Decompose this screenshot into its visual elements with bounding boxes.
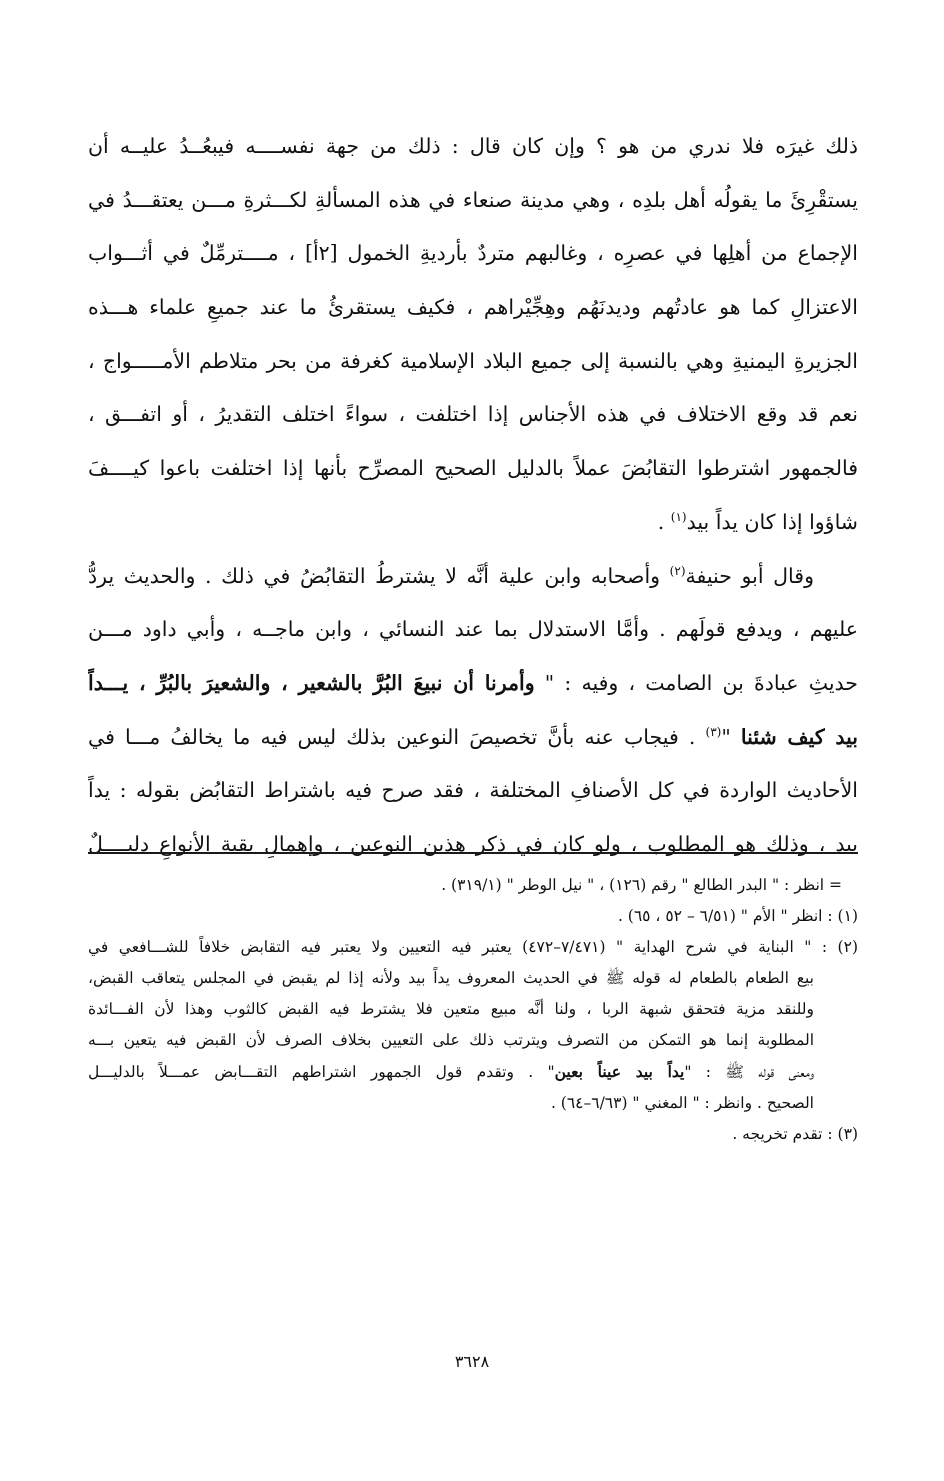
footnote-line: = انظر : " البدر الطالع " رقم (١٢٦) ، " نيل الوطر " (٣١٩/١) . bbox=[441, 876, 842, 894]
body-line: بيد ، وذلك هو المطلوب ، ولو كان في ذكر هذين النوعين ، وإهمالِ بقية الأنواعِ دليــــلٌ bbox=[88, 831, 858, 856]
body-line bbox=[88, 550, 858, 604]
footnote-text: ومعنى قوله ﷺ : " bbox=[684, 1063, 815, 1081]
body-line: الاعتزالِ كما هو عادتُهم وديدنَهُم وهِجِّيْراهم ، فكيف يستقرئُ ما عند جميعِ علماء هـــذه bbox=[88, 295, 858, 320]
body-line bbox=[88, 711, 858, 765]
footnote-continuation bbox=[88, 870, 858, 901]
footnote-line: الصحيح . وانظر : " المغني " (٦/٦٣–٦٤) . bbox=[550, 1094, 814, 1112]
footnotes bbox=[88, 870, 858, 1150]
footnote-line bbox=[88, 1056, 858, 1088]
footnote-ref: (٢) bbox=[669, 563, 686, 578]
body-line: الجزيرةِ اليمنيةِ وهي بالنسبة إلى جميع البلاد الإسلامية كغرفة من بحر متلاطم الأمـــــواج ، bbox=[88, 348, 858, 373]
footnote-line: (٢) : " البناية في شرح الهداية " (٧/٤٧١–٤٧٢) يعتبر فيه التعيين ولا يعتبر فيه التقابض خلافاً للشـــافعي في bbox=[88, 938, 858, 956]
footnote-2 bbox=[88, 932, 858, 1119]
body-line: الأحاديث الواردة في كل الأصنافِ المختلفة ، فقد صرح فيه باشتراط التقابُض بقوله : يداً bbox=[88, 778, 858, 803]
hadith-quote: وأمرنا أن نبيعَ البُرَّ بالشعير ، والشعيرَ بالبُرِّ ، يـــداً bbox=[88, 670, 535, 695]
body-line: فالجمهور اشترطوا التقابُضَ عملاً بالدليل الصحيح المصرِّح بأنها إذا اختلفت باعوا كيــــفَ bbox=[88, 456, 858, 481]
body-line bbox=[88, 657, 858, 711]
hadith-quote: بيد كيف شئنا bbox=[740, 724, 858, 749]
body-text: وأصحابه وابن علية أنَّه لا يشترطُ التقابُضُ في ذلك . والحديث يردُّ bbox=[88, 563, 661, 588]
footnote-line: المطلوبة إنما هو التمكن من التصرف ويترتب ذلك على التعيين بخلاف الصرف لأن القبض فيه يتعين بـــه bbox=[88, 1031, 814, 1049]
footnote-text: " . وتقدم قول الجمهور اشتراطهم التقـــابض عمـــلاً بالدليـــل bbox=[88, 1063, 555, 1081]
body-line bbox=[88, 496, 858, 550]
footnote-ref: (١) bbox=[670, 509, 687, 524]
body-text: حديثِ عبادةَ بن الصامت ، وفيه : " bbox=[544, 670, 858, 695]
footnote-line: (٣) : تقدم تخريجه . bbox=[732, 1125, 858, 1143]
body-line: يستقْرِئَ ما يقولُه أهل بلدِه ، وهي مدينة صنعاء في هذه المسألةِ لكـــثرةِ مـــن يعتقـــدُ في bbox=[88, 187, 858, 212]
footnote-line: (١) : انظر " الأم " (٦/٥١ – ٥٢ ، ٦٥) . bbox=[617, 907, 858, 925]
body-text: وقال أبو حنيفة bbox=[685, 563, 814, 588]
body-line: نعم قد وقع الاختلاف في هذه الأجناس إذا اختلفت ، سواءً اختلف التقديرُ ، أو اتفـــق ، bbox=[88, 402, 858, 427]
body-line: الإجماع من أهلِها في عصرِه ، وغالبهم متردٌ بأرديةِ الخمول [٢أ] ، مــــترمِّلٌ في أثـــواب bbox=[88, 241, 858, 266]
body-line: ذلك غيرَه فلا ندري من هو ؟ وإن كان قال : ذلك من جهة نفســــه فيبعُــدُ عليــه أن bbox=[88, 134, 858, 158]
body-text: شاؤوا إذا كان يداً بيد bbox=[686, 509, 858, 534]
body-text: . bbox=[657, 509, 671, 534]
footnote-line: بيع الطعام بالطعام له قوله ﷺ في الحديث المعروف يداً بيد ولأنه إذا لم يقبض في المجلس يتعاقب القبض، bbox=[88, 969, 814, 987]
footnote-separator bbox=[88, 852, 858, 854]
main-text bbox=[88, 120, 858, 872]
footnote-line: وللنقد مزية فتحقق شبهة الربا ، ولنا أنَّه مبيع متعين فلا يشترط فيه القبض كالثوب وهذا لأن الفـــائدة bbox=[88, 1000, 814, 1018]
footnote-1 bbox=[88, 901, 858, 932]
body-text: . فيجاب عنه بأنَّ تخصيصَ النوعين بذلك ليس فيه ما يخالفُ مـــا في bbox=[88, 724, 696, 749]
footnote-3 bbox=[88, 1119, 858, 1150]
footnote-ref: (٣) bbox=[705, 724, 722, 739]
body-text: " bbox=[721, 724, 731, 749]
footnote-hadith: يداً بيد عيناً بعين bbox=[554, 1062, 685, 1081]
page-number: ٣٦٢٨ bbox=[454, 1352, 490, 1371]
body-line: عليهم ، ويدفع قولَهم . وأمَّا الاستدلال بما عند النسائي ، وابن ماجــه ، وأبي داود مـــن bbox=[88, 617, 858, 642]
